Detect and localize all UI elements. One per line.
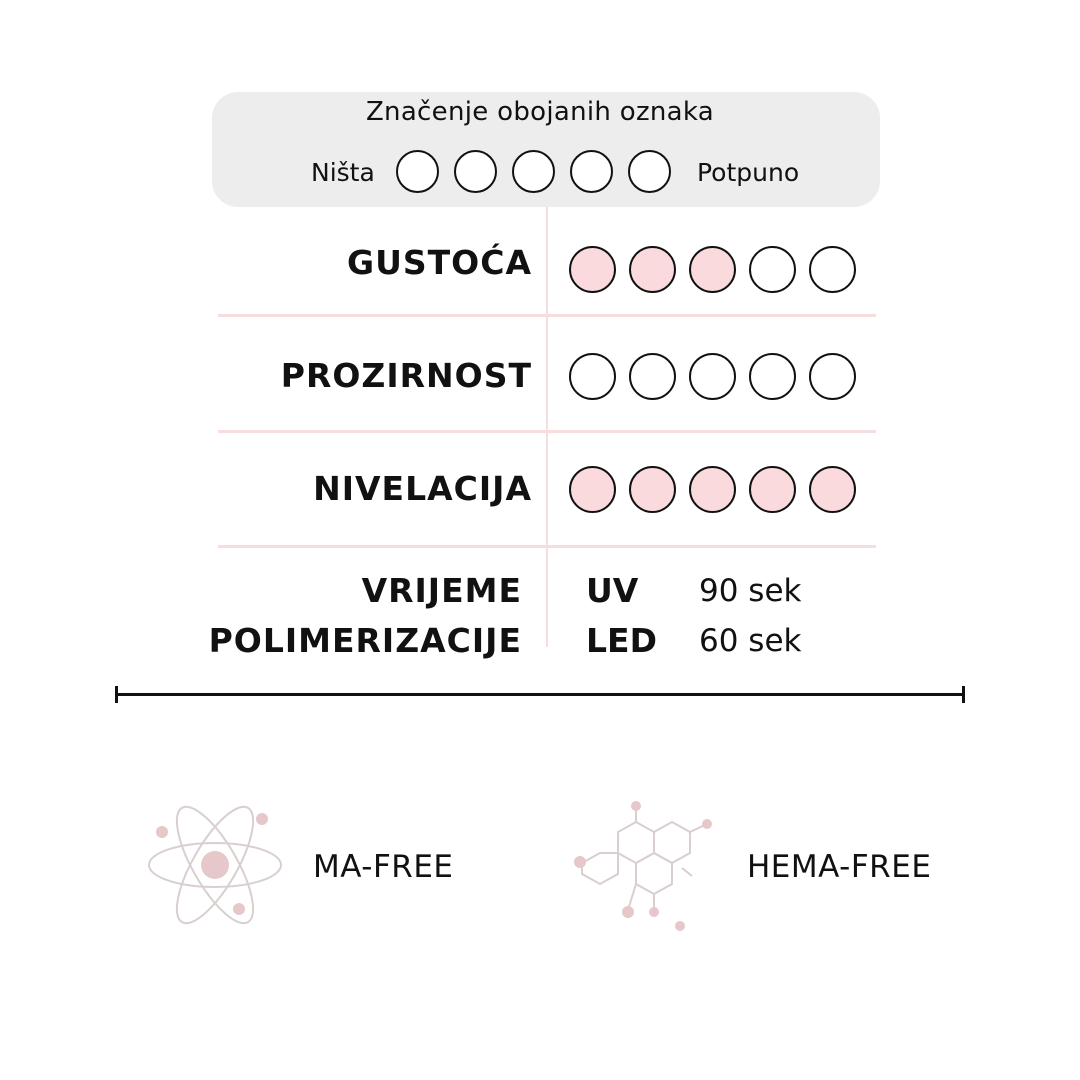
atom-icon bbox=[145, 798, 285, 938]
rating-dot-filled bbox=[689, 466, 736, 513]
legend-scale bbox=[396, 150, 671, 193]
divider-left-cap bbox=[115, 686, 118, 703]
rating-dot-empty bbox=[749, 353, 796, 400]
rating-dots-transparency bbox=[569, 353, 856, 400]
rating-dot-filled bbox=[629, 466, 676, 513]
legend-title: Značenje obojanih oznaka bbox=[365, 97, 715, 127]
curing-times bbox=[699, 566, 801, 666]
section-divider bbox=[116, 693, 965, 696]
rating-dots-density bbox=[569, 246, 856, 293]
rating-label-density: GUSTOĆA bbox=[347, 243, 532, 282]
rating-dot-empty bbox=[809, 353, 856, 400]
rating-dot-filled bbox=[629, 246, 676, 293]
lamp-types bbox=[586, 566, 657, 666]
legend-dot bbox=[454, 150, 497, 193]
legend-dot bbox=[570, 150, 613, 193]
row-divider bbox=[218, 314, 876, 317]
curing-label-line1: VRIJEME bbox=[361, 571, 522, 610]
uv-lamp-label: UV bbox=[586, 571, 639, 610]
rating-dot-empty bbox=[809, 246, 856, 293]
rating-dot-filled bbox=[809, 466, 856, 513]
row-divider bbox=[218, 545, 876, 548]
curing-time-label bbox=[209, 566, 522, 666]
led-lamp-label: LED bbox=[586, 621, 657, 660]
legend-max-label: Potpuno bbox=[697, 158, 800, 187]
rating-dot-empty bbox=[689, 353, 736, 400]
table-vertical-divider bbox=[546, 207, 548, 647]
legend-min-label: Ništa bbox=[311, 158, 375, 187]
hema-free-label: HEMA-FREE bbox=[747, 849, 932, 885]
rating-dots-leveling bbox=[569, 466, 856, 513]
uv-time-value: 90 sek bbox=[699, 573, 802, 609]
rating-label-transparency: PROZIRNOST bbox=[280, 356, 532, 395]
curing-label-line2: POLIMERIZACIJE bbox=[208, 621, 522, 660]
ma-free-label: MA-FREE bbox=[313, 849, 454, 885]
rating-dot-filled bbox=[689, 246, 736, 293]
rating-dot-filled bbox=[569, 466, 616, 513]
legend-dot bbox=[628, 150, 671, 193]
molecule-icon bbox=[572, 798, 717, 938]
rating-dot-empty bbox=[569, 353, 616, 400]
row-divider bbox=[218, 430, 876, 433]
divider-right-cap bbox=[962, 686, 965, 703]
legend-dot bbox=[396, 150, 439, 193]
led-time-value: 60 sek bbox=[699, 623, 802, 659]
rating-dot-filled bbox=[749, 466, 796, 513]
rating-dot-empty bbox=[749, 246, 796, 293]
rating-dot-empty bbox=[629, 353, 676, 400]
legend-dot bbox=[512, 150, 555, 193]
rating-dot-filled bbox=[569, 246, 616, 293]
rating-label-leveling: NIVELACIJA bbox=[313, 469, 532, 508]
